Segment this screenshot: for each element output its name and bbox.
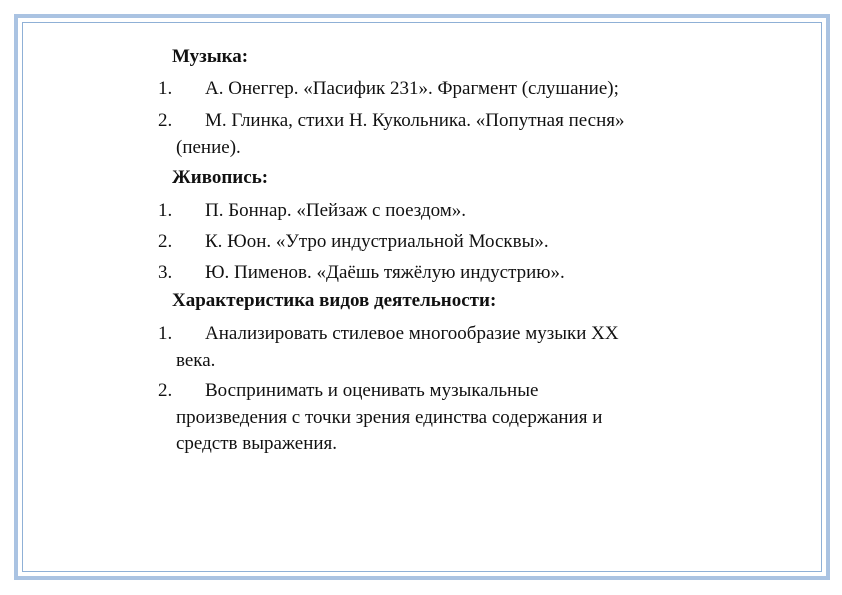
list-item-continuation: произведения с точки зрения единства содержания и (176, 407, 603, 428)
list-item-continuation: века. (176, 350, 216, 371)
list-item-text: А. Онеггер. «Пасифик 231». Фрагмент (слушание); (205, 78, 619, 99)
list-item-number: 3. (158, 262, 173, 283)
list-item-number: 1. (158, 78, 173, 99)
list-item-number: 2. (158, 231, 173, 252)
list-item-text: М. Глинка, стихи Н. Кукольника. «Попутная песня» (205, 110, 625, 131)
section-heading-activities: Характеристика видов деятельности: (172, 290, 497, 311)
list-item-text: Анализировать стилевое многообразие музыки XX (205, 323, 619, 344)
list-item-number: 2. (158, 110, 173, 131)
list-item-number: 2. (158, 380, 173, 401)
list-item-number: 1. (158, 200, 173, 221)
section-heading-painting: Живопись: (172, 167, 269, 188)
list-item-text: Воспринимать и оценивать музыкальные (205, 380, 539, 401)
list-item-continuation: средств выражения. (176, 433, 338, 454)
section-heading-music: Музыка: (172, 46, 249, 67)
list-item-text: П. Боннар. «Пейзаж с поездом». (205, 200, 467, 221)
list-item-text: Ю. Пименов. «Даёшь тяжёлую индустрию». (205, 262, 565, 283)
list-item-continuation: (пение). (176, 137, 241, 158)
list-item-number: 1. (158, 323, 173, 344)
list-item-text: К. Юон. «Утро индустриальной Москвы». (205, 231, 549, 252)
